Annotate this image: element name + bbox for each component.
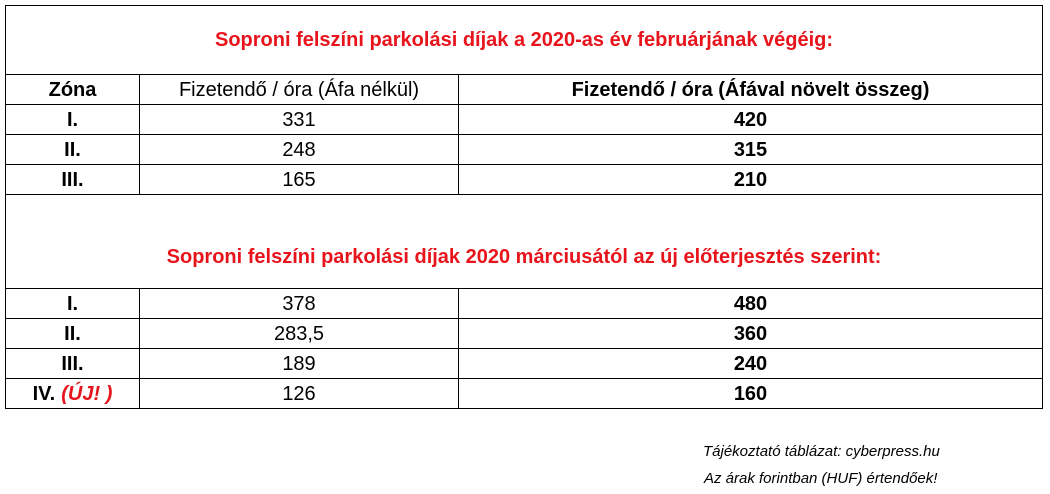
- table-row-zone-new: [6, 379, 139, 408]
- table-row-net: 165: [282, 168, 316, 191]
- header-zone: Zóna: [48, 78, 97, 101]
- table-row-net: 331: [282, 108, 316, 131]
- table-row-gross: 360: [733, 322, 768, 345]
- table-row-zone: I.: [66, 108, 79, 131]
- table-row-net: 378: [282, 292, 316, 315]
- zone-label: IV.: [32, 382, 56, 405]
- table-row-zone: III.: [61, 352, 84, 375]
- table-row-gross: 315: [733, 138, 768, 161]
- table-row-net: 189: [282, 352, 316, 375]
- price-table: [5, 5, 1043, 409]
- table-row-zone: II.: [64, 138, 81, 161]
- column-divider: [139, 289, 140, 408]
- column-divider: [139, 75, 140, 195]
- table-row-net: 283,5: [273, 322, 325, 345]
- divider: [6, 194, 1042, 195]
- currency-note: Az árak forintban (HUF) értendőek!: [704, 470, 938, 487]
- header-gross-price: Fizetendő / óra (Áfával növelt összeg): [571, 78, 930, 101]
- table-row-gross: 480: [733, 292, 768, 315]
- table-row-zone: I.: [66, 292, 79, 315]
- table-row-zone: II.: [64, 322, 81, 345]
- column-divider: [458, 75, 459, 195]
- source-note: Tájékoztató táblázat: cyberpress.hu: [703, 443, 940, 460]
- column-divider: [458, 289, 459, 408]
- table-row-net: 126: [282, 382, 316, 405]
- table-row-net: 248: [282, 138, 316, 161]
- section1-title: Soproni felszíni parkolási díjak a 2020-as év februárjának végéig:: [214, 28, 834, 51]
- new-zone-badge: (ÚJ! ): [61, 382, 113, 405]
- table-row-gross: 210: [733, 168, 768, 191]
- header-net-price: Fizetendő / óra (Áfa nélkül): [178, 78, 420, 101]
- section2-title: Soproni felszíni parkolási díjak 2020 márciusától az új előterjesztés szerint:: [166, 245, 882, 268]
- table-row-zone: III.: [61, 168, 84, 191]
- table-row-gross: 420: [733, 108, 768, 131]
- table-row-gross: 160: [733, 382, 768, 405]
- table-row-gross: 240: [733, 352, 768, 375]
